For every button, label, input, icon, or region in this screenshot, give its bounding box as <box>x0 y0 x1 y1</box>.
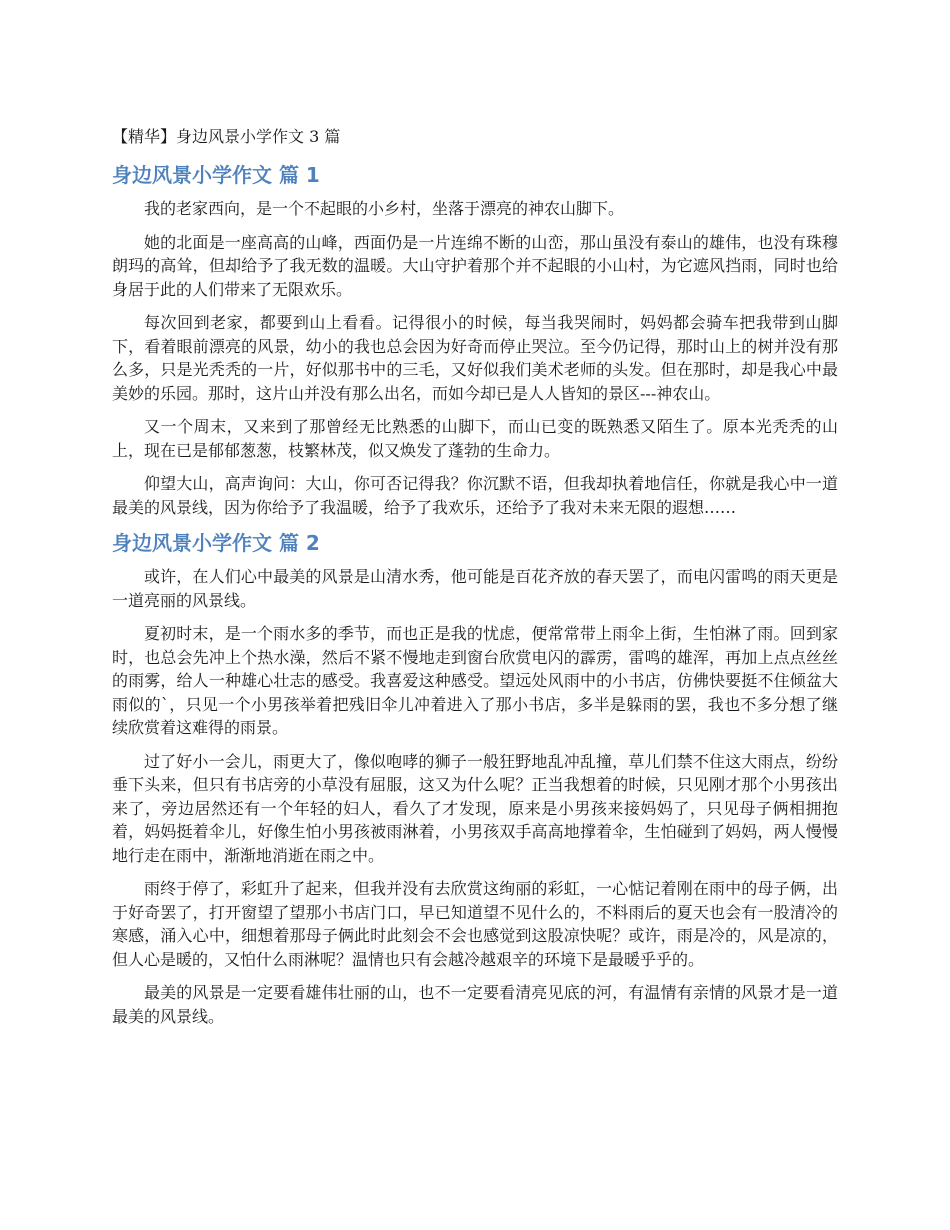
essay-section-1 <box>112 161 838 519</box>
paragraph: 过了好小一会儿，雨更大了，像似咆哮的狮子一般狂野地乱冲乱撞，草儿们禁不住这大雨点，纷纷垂下头来，但只有书店旁的小草没有屈服，这又为什么呢？正当我想着的时候，只见刚才那个小男孩出来了，旁边居然还有一个年轻的妇人，看久了才发现，原来是小男孩来接妈妈了，只见母子俩相拥抱着，妈妈挺着伞儿，好像生怕小男孩被雨淋着，小男孩双手高高地撑着伞，生怕碰到了妈妈，两人慢慢地行走在雨中，渐渐地消逝在雨之中。 <box>112 751 838 865</box>
paragraph: 每次回到老家，都要到山上看看。记得很小的时候，每当我哭闹时，妈妈都会骑车把我带到山脚下，看着眼前漂亮的风景，幼小的我也总会因为好奇而停止哭泣。至今仍记得，那时山上的树并没有那么多，只是光秃秃的一片，好似那书中的三毛，又好似我们美术老师的头发。但在那时，却是我心中最美妙的乐园。那时，这片山并没有那么出名，而如今却已是人人皆知的景区---神农山。 <box>112 313 838 403</box>
section-heading: 身边风景小学作文 篇 2 <box>112 531 320 555</box>
paragraph: 夏初时末，是一个雨水多的季节，而也正是我的忧虑，便常常带上雨伞上街，生怕淋了雨。回到家时，也总会先冲上个热水澡，然后不紧不慢地走到窗台欣赏电闪的霹雳，雷鸣的雄浑，再加上点点丝丝的雨雾，给人一种雄心壮志的感受。我喜爱这种感受。望远处风雨中的小书店，仿佛快要挺不住倾盆大雨似的`，只见一个小男孩举着把残旧伞儿冲着进入了那小书店，多半是躲雨的罢，我也不多分想了继续欣赏着这难得的雨景。 <box>112 624 838 737</box>
essay-section-2 <box>112 529 838 1028</box>
section-heading: 身边风景小学作文 篇 1 <box>112 163 320 187</box>
paragraph: 仰望大山，高声询问：大山，你可否记得我？你沉默不语，但我却执着地信任，你就是我心中一道最美的风景线，因为你给予了我温暖，给予了我欢乐，还给予了我对未来无限的遐想…… <box>112 474 838 517</box>
document-page <box>112 125 838 1038</box>
paragraph: 最美的风景是一定要看雄伟壮丽的山，也不一定要看清亮见底的河，有温情有亲情的风景才是一道最美的风景线。 <box>112 983 838 1026</box>
paragraph: 雨终于停了，彩虹升了起来，但我并没有去欣赏这绚丽的彩虹，一心惦记着刚在雨中的母子俩，出于好奇罢了，打开窗望了望那小书店门口，早已知道望不见什么的，不料雨后的夏天也会有一股清冷的寒感，涌入心中，细想着那母子俩此时此刻会不会也感觉到这股凉快呢？或许，雨是冷的，风是凉的，但人心是暖的，又怕什么雨淋呢？温情也只有会越冷越艰辛的环境下是最暖乎乎的。 <box>112 879 838 969</box>
document-title: 【精华】身边风景小学作文 3 篇 <box>112 127 341 146</box>
paragraph: 我的老家西向，是一个不起眼的小乡村，坐落于漂亮的神农山脚下。 <box>144 199 625 218</box>
paragraph: 她的北面是一座高高的山峰，西面仍是一片连绵不断的山峦，那山虽没有泰山的雄伟，也没有珠穆朗玛的高耸，但却给予了我无数的温暖。大山守护着那个并不起眼的小山村，为它遮风挡雨，同时也给身居于此的人们带来了无限欢乐。 <box>112 232 838 299</box>
paragraph: 又一个周末，又来到了那曾经无比熟悉的山脚下，而山已变的既熟悉又陌生了。原本光秃秃的山上，现在已是郁郁葱葱，枝繁林茂，似又焕发了蓬勃的生命力。 <box>112 417 838 460</box>
paragraph: 或许，在人们心中最美的风景是山清水秀，他可能是百花齐放的春天罢了，而电闪雷鸣的雨天更是一道亮丽的风景线。 <box>112 567 838 610</box>
